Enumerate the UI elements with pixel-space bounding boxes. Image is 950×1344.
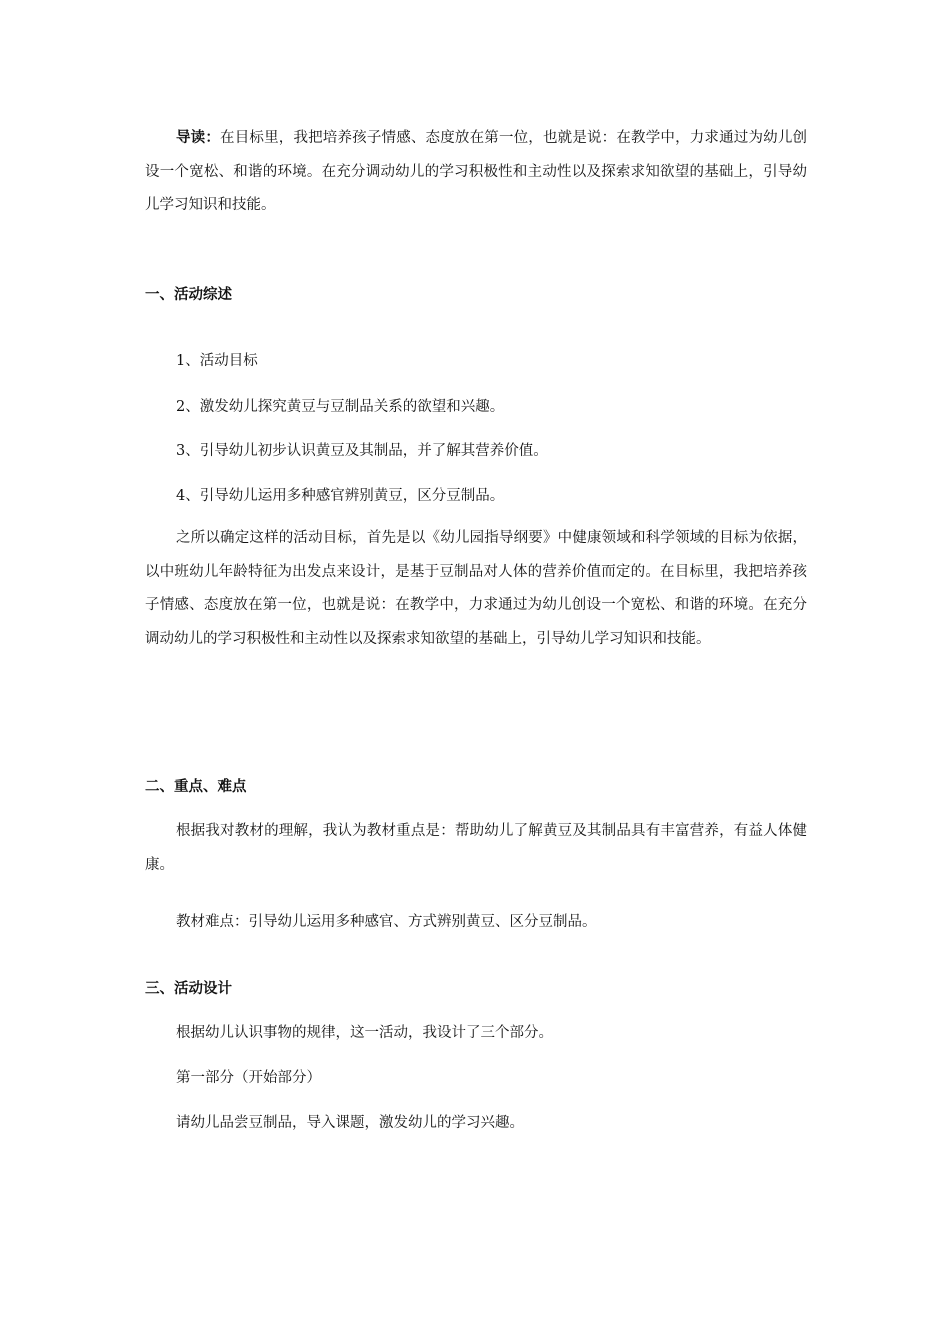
list-item: 4、引导幼儿运用多种感官辨别黄豆，区分豆制品。 <box>176 488 505 504</box>
intro-label: 导读： <box>176 129 221 146</box>
section-heading-design: 三、活动设计 <box>145 980 232 997</box>
intro-text: 在目标里，我把培养孩子情感、态度放在第一位，也就是说：在教学中，力求通过为幼儿创设一个宽松、和谐的环境。在充分调动幼儿的学习积极性和主动性以及探索求知欲望的基础上，引导幼儿学习知识和技能。 <box>145 130 808 213</box>
objective-rationale-paragraph: 之所以确定这样的活动目标，首先是以《幼儿园指导纲要》中健康领域和科学领域的目标为依据，以中班幼儿年龄特征为出发点来设计，是基于豆制品对人体的营养价值而定的。在目标里，我把培养孩子情感、态度放在第一位，也就是说：在教学中，力求通过为幼儿创设一个宽松、和谐的环境。在充分调动幼儿的学习积极性和主动性以及探索求知欲望的基础上，引导幼儿学习知识和技能。 <box>145 530 807 647</box>
list-item: 3、引导幼儿初步认识黄豆及其制品，并了解其营养价值。 <box>176 443 548 459</box>
key-point-paragraph: 根据我对教材的理解，我认为教材重点是：帮助幼儿了解黄豆及其制品具有丰富营养，有益人体健康。 <box>145 823 807 873</box>
design-line: 第一部分（开始部分） <box>176 1070 321 1086</box>
section-heading-key-points: 二、重点、难点 <box>145 778 247 795</box>
design-line: 请幼儿品尝豆制品，导入课题，激发幼儿的学习兴趣。 <box>176 1115 524 1131</box>
section-heading-overview: 一、活动综述 <box>145 286 232 303</box>
list-item: 2、激发幼儿探究黄豆与豆制品关系的欲望和兴趣。 <box>176 399 505 415</box>
difficulty-paragraph: 教材难点：引导幼儿运用多种感官、方式辨别黄豆、区分豆制品。 <box>176 914 597 930</box>
intro-paragraph <box>145 121 807 223</box>
design-line: 根据幼儿认识事物的规律，这一活动，我设计了三个部分。 <box>176 1025 553 1041</box>
list-item: 1、活动目标 <box>176 353 258 369</box>
